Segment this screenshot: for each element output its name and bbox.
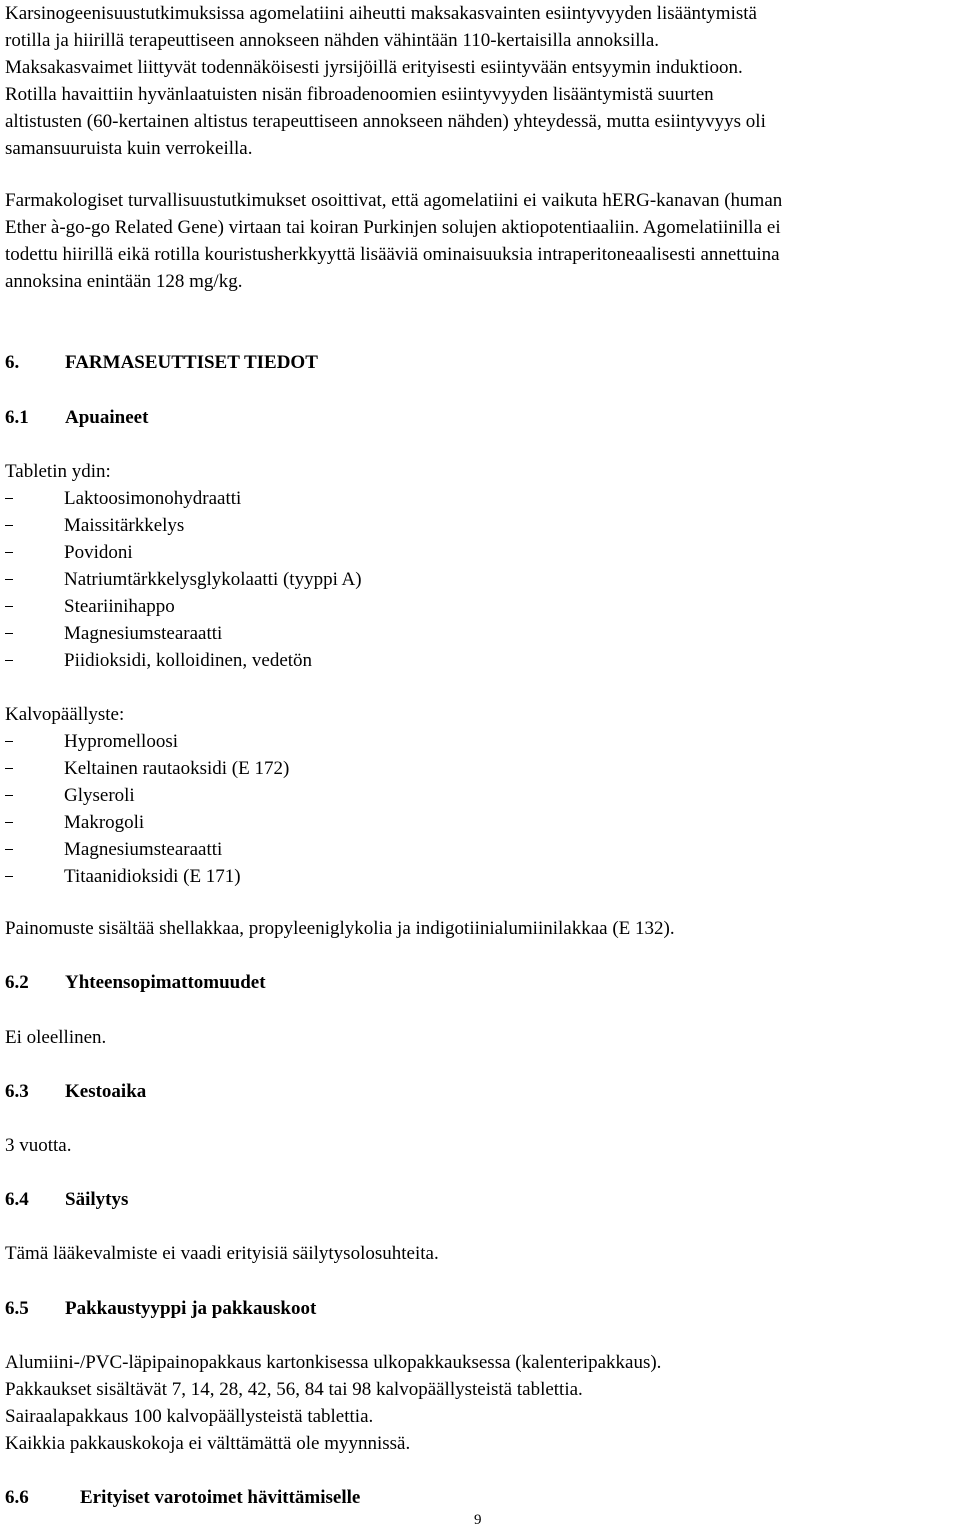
section-6-4-text: Tämä lääkevalmiste ei vaadi erityisiä säilytysolosuhteita.: [5, 1243, 439, 1264]
section-number: 6.: [5, 352, 20, 373]
dash-bullet: [5, 660, 13, 661]
section-6-heading: [5, 349, 318, 376]
text-line: annoksina enintään 128 mg/kg.: [5, 271, 243, 292]
text-line: altistusten (60-kertainen altistus terapeuttiseen annokseen nähden) yhteydessä, mutta esiintyvyys oli: [5, 111, 766, 132]
section-6-2-text: Ei oleellinen.: [5, 1027, 107, 1048]
tablet-core-label: Tabletin ydin:: [5, 461, 111, 482]
dash-bullet: [5, 498, 13, 499]
text-line: Ether à-go-go Related Gene) virtaan tai koiran Purkinjen solujen aktiopotentiaaliin. Agomelatiinilla ei: [5, 217, 781, 238]
section-number: 6.3: [5, 1081, 29, 1102]
section-6-6-heading: [5, 1484, 360, 1511]
section-6-1-heading: [5, 404, 148, 431]
section-6-3-text: 3 vuotta.: [5, 1135, 72, 1156]
section-title: Säilytys: [65, 1189, 129, 1210]
section-number: 6.5: [5, 1298, 29, 1319]
dash-bullet: [5, 795, 13, 796]
section-title: Erityiset varotoimet hävittämiselle: [80, 1487, 361, 1508]
text-line: samansuuruista kuin verrokeilla.: [5, 138, 253, 159]
section-6-4-heading: [5, 1186, 128, 1213]
section-title: Apuaineet: [65, 407, 149, 428]
text-line: Farmakologiset turvallisuustutkimukset osoittivat, että agomelatiini ei vaikuta hERG-kanavan (human: [5, 190, 783, 211]
section-title: Yhteensopimattomuudet: [65, 972, 266, 993]
dash-bullet: [5, 552, 13, 553]
text-line: Sairaalapakkaus 100 kalvopäällysteistä tablettia.: [5, 1406, 374, 1427]
text-line: Maksakasvaimet liittyvät todennäköisesti jyrsijöillä erityisesti esiintyvään entsyymin induktioon.: [5, 57, 743, 78]
section-6-3-heading: [5, 1078, 146, 1105]
coating-label: Kalvopäällyste:: [5, 704, 125, 725]
section-6-2-heading: [5, 969, 266, 996]
section-number: 6.1: [5, 407, 29, 428]
section-title: Pakkaustyyppi ja pakkauskoot: [65, 1298, 317, 1319]
section-number: 6.4: [5, 1189, 29, 1210]
dash-bullet: [5, 768, 13, 769]
dash-bullet: [5, 579, 13, 580]
section-title: Kestoaika: [65, 1081, 147, 1102]
section-number: 6.2: [5, 972, 29, 993]
text-line: Kaikkia pakkauskokoja ei välttämättä ole myynnissä.: [5, 1433, 411, 1454]
printing-ink-text: Painomuste sisältää shellakkaa, propyleeniglykolia ja indigotiinialumiinilakkaa (E 132).: [5, 918, 675, 939]
text-line: Pakkaukset sisältävät 7, 14, 28, 42, 56, 84 tai 98 kalvopäällysteistä tablettia.: [5, 1379, 583, 1400]
dash-bullet: [5, 606, 13, 607]
section-6-5-text: [5, 1349, 955, 1457]
section-6-5-heading: [5, 1295, 316, 1322]
section-number: 6.6: [5, 1487, 29, 1508]
section-title: FARMASEUTTISET TIEDOT: [65, 352, 318, 373]
text-line: Alumiini-/PVC-läpipainopakkaus kartonkisessa ulkopakkauksessa (kalenteripakkaus).: [5, 1352, 662, 1373]
text-line: Karsinogeenisuustutkimuksissa agomelatiini aiheutti maksakasvainten esiintyvyyden lisääntymistä: [5, 3, 757, 24]
dash-bullet: [5, 633, 13, 634]
dash-bullet: [5, 741, 13, 742]
dash-bullet: [5, 525, 13, 526]
text-line: todettu hiirillä eikä rotilla kouristusherkkyyttä lisääviä ominaisuuksia intraperitoneaalisesti annettuina: [5, 244, 780, 265]
text-line: rotilla ja hiirillä terapeuttiseen annokseen nähden vähintään 110-kertaisilla annoksilla.: [5, 30, 660, 51]
dash-bullet: [5, 822, 13, 823]
text-line: Rotilla havaittiin hyvänlaatuisten nisän fibroadenoomien esiintyvyyden lisääntymistä suurten: [5, 84, 714, 105]
paragraph-carcinogenicity: [5, 0, 955, 162]
dash-bullet: [5, 876, 13, 877]
page-number: 9: [474, 1512, 482, 1528]
paragraph-pharmacology-safety: [5, 187, 955, 295]
dash-bullet: [5, 849, 13, 850]
